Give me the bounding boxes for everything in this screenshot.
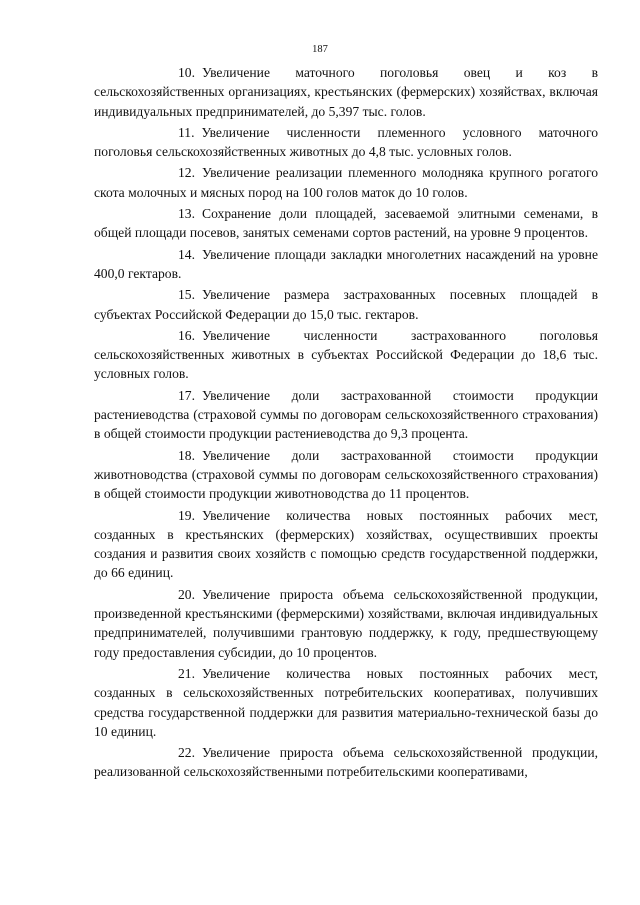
item-number: 22. [178, 745, 195, 761]
item-number: 14. [178, 246, 195, 262]
item-number: 17. [178, 387, 195, 403]
item-number: 12. [178, 165, 195, 181]
item-number: 11. [178, 124, 195, 140]
list-item [94, 664, 598, 741]
item-text: Увеличение доли застрахованной стоимости продукции растениеводства (страховой суммы по договорам сельскохозяйственного страхования) в общей стоимости продукции растениеводства до 9,3 процента. [94, 387, 598, 442]
item-text: Увеличение размера застрахованных посевных площадей в субъектах Российской Федерации до 15,0 тыс. гектаров. [94, 287, 598, 322]
list-item [94, 326, 598, 384]
list-item [94, 285, 598, 324]
item-text: Увеличение численности племенного условного маточного поголовья сельскохозяйственных животных до 4,8 тыс. условных голов. [94, 124, 598, 160]
item-text: Увеличение количества новых постоянных рабочих мест, созданных в крестьянских (фермерских) хозяйствах, осуществивших проекты создания и развития своих хозяйств с помощью средств государственной поддержки, до 66 единиц. [94, 507, 598, 581]
item-number: 13. [178, 206, 195, 222]
list-item [94, 123, 598, 162]
item-number: 16. [178, 327, 195, 343]
item-text: Увеличение доли застрахованной стоимости продукции животноводства (страховой суммы по договорам сельскохозяйственного страхования) в общей стоимости продукции животноводства до 11 процентов. [94, 447, 598, 502]
list-item [94, 204, 598, 243]
item-number: 10. [178, 65, 195, 80]
list-item [94, 245, 598, 284]
list-item [94, 743, 598, 782]
item-text: Увеличение количества новых постоянных рабочих мест, созданных в сельскохозяйственных потребительских кооперативах, получивших средства государственной поддержки для развития материально-технической базы до 10 единиц. [94, 665, 598, 739]
item-number: 15. [178, 287, 195, 303]
item-number: 21. [178, 665, 195, 681]
list-item [94, 163, 598, 202]
list-item [94, 386, 598, 444]
item-text: Увеличение прироста объема сельскохозяйственной продукции, реализованной сельскохозяйственными потребительскими кооперативами, [94, 745, 598, 780]
item-text: Увеличение прироста объема сельскохозяйственной продукции, произведенной крестьянскими (фермерскими) хозяйствами, включая индивидуальных предпринимателей, получившими грантовую поддержку, к году, предшествующему году предоставления субсидии, до 10 процентов. [94, 586, 598, 660]
item-text: Увеличение площади закладки многолетних насаждений на уровне 400,0 гектаров. [94, 246, 598, 281]
item-text: Увеличение маточного поголовья овец и коз в сельскохозяйственных организациях, крестьянских (фермерских) хозяйствах, включая индивидуальных предпринимателей, до 5,397 тыс. голов. [94, 65, 598, 119]
list-item [94, 446, 598, 504]
item-number: 20. [178, 586, 195, 602]
item-text: Сохранение доли площадей, засеваемой элитными семенами, в общей площади посевов, занятых семенами сортов растений, на уровне 9 процентов. [94, 206, 598, 241]
page-number: 187 [312, 44, 328, 55]
item-text: Увеличение численности застрахованного поголовья сельскохозяйственных животных в субъектах Российской Федерации до 18,6 тыс. условных голов. [94, 327, 598, 382]
list-item [94, 63, 598, 121]
document-body [94, 63, 598, 784]
list-item [94, 506, 598, 583]
item-number: 19. [178, 507, 195, 523]
item-text: Увеличение реализации племенного молодняка крупного рогатого скота молочных и мясных пород на 100 голов маток до 10 голов. [94, 165, 598, 200]
item-number: 18. [178, 447, 195, 463]
list-item [94, 585, 598, 662]
